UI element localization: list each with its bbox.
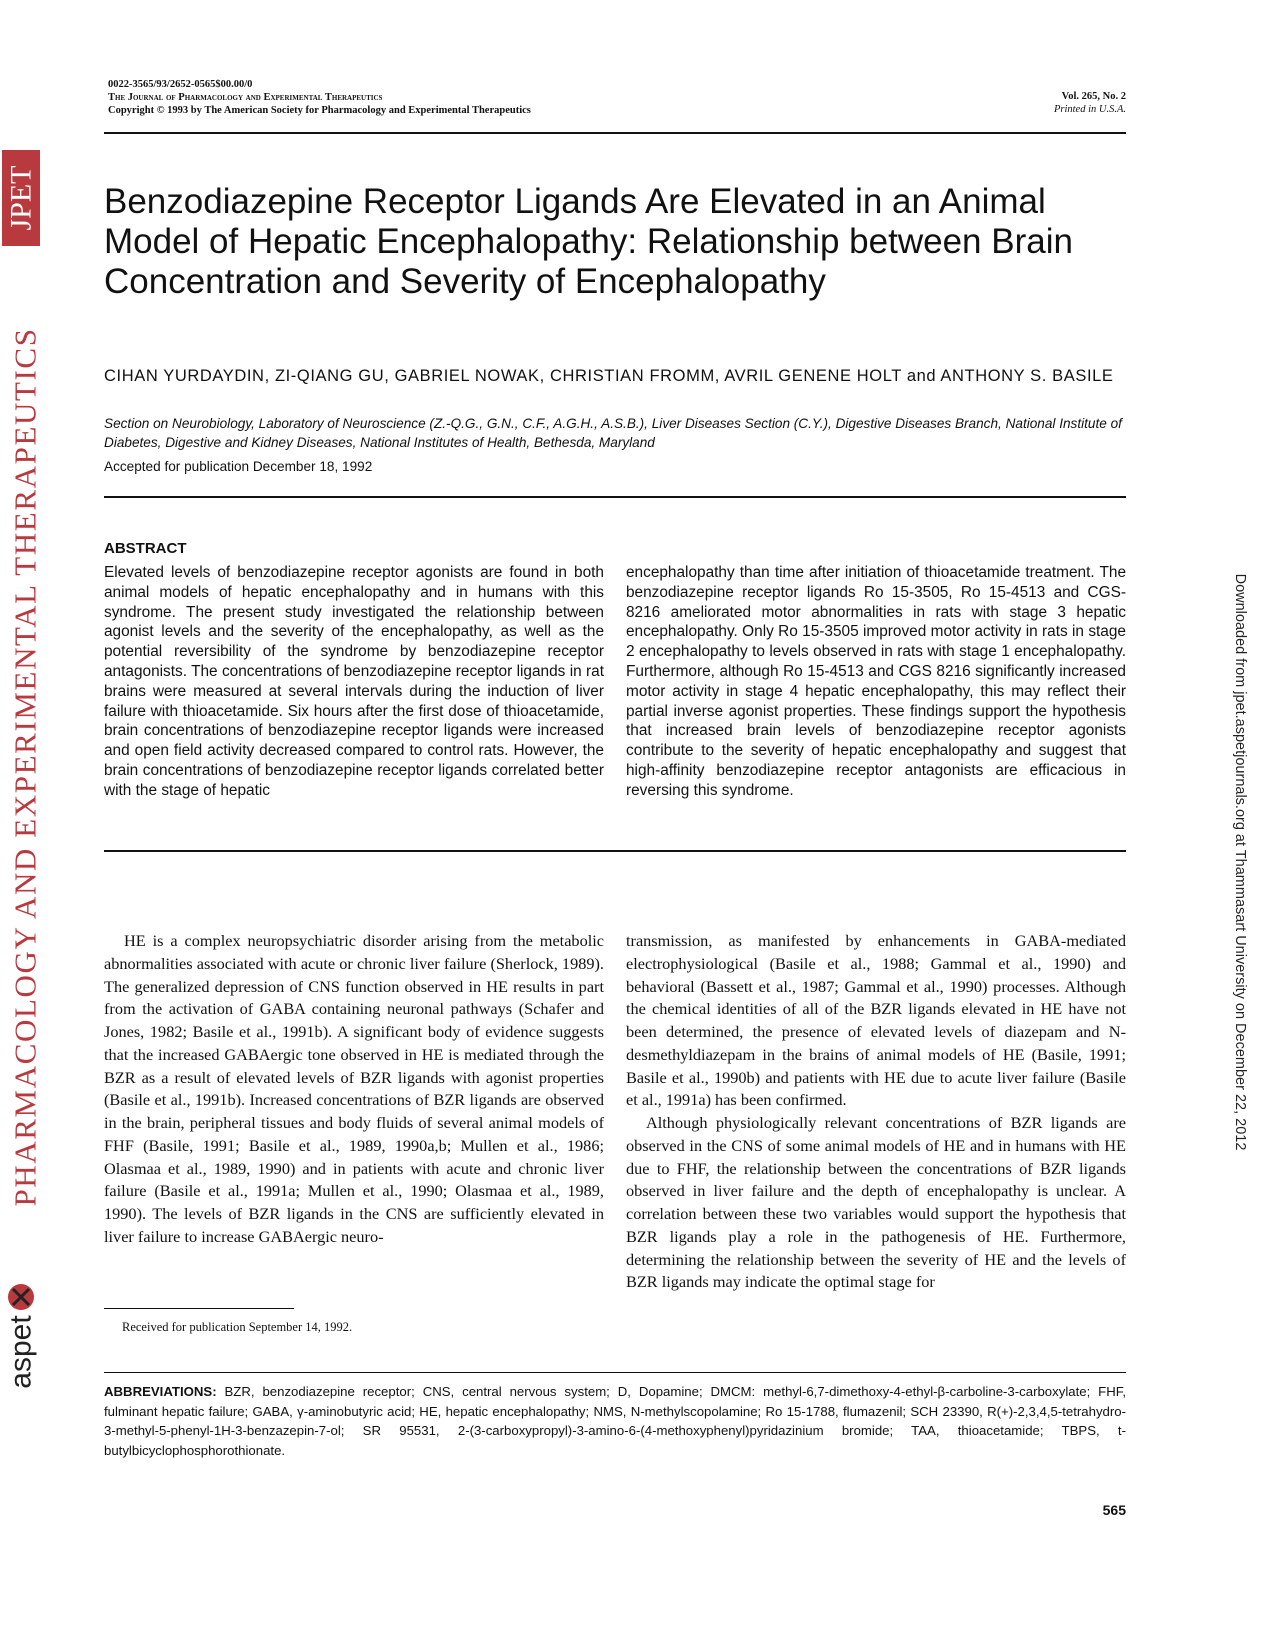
journal-name-vertical	[8, 262, 42, 1272]
body-paragraph: Although physiologically relevant concentrations of BZR ligands are observed in the CNS of some animal models of HE and in humans with HE due to FHF, the relationship between the concentrations of BZR ligands observed in liver failure and the depth of encephalopathy is unclear. A correlation between these two variables would support the hypothesis that BZR ligands play a role in the pathogenesis of HE. Furthermore, determining the relationship between the severity of HE and the levels of BZR ligands may indicate the optimal stage for	[626, 1113, 1126, 1292]
abstract-right-column: encephalopathy than time after initiation of thioacetamide treatment. The benzodiazepine receptor ligands Ro 15-3505, Ro 15-4513 and CGS-8216 ameliorated motor abnormalities in rats with stage 3 hepatic encephalopathy. Only Ro 15-3505 improved motor activity in rats in stage 2 encephalopathy to levels observed in rats with stage 1 encephalopathy. Furthermore, although Ro 15-4513 and CGS 8216 significantly increased motor activity in stage 4 hepatic encephalopathy, this may reflect their partial inverse agonist properties. These findings support the hypothesis that increased brain levels of benzodiazepine receptor agonists contribute to the severity of hepatic encephalopathy and suggest that high-affinity benzodiazepine receptor antagonists are efficacious in reversing this syndrome.	[626, 564, 1126, 799]
page-number: 565	[1102, 1502, 1126, 1518]
volume-info	[930, 90, 1126, 116]
svg-text:JPET: JPET	[4, 165, 38, 231]
copyright-line: Copyright © 1993 by The American Society for Pharmacology and Experimental Therapeutics	[108, 105, 531, 116]
journal-header	[108, 78, 728, 117]
aspet-logo-text: aspet	[4, 1315, 38, 1389]
printed-in: Printed in U.S.A.	[1053, 104, 1126, 115]
author-affiliation: Section on Neurobiology, Laboratory of Neuroscience (Z.-Q.G., G.N., C.F., A.G.H., A.S.B.), Liver Diseases Section (C.Y.), Digestive Diseases Branch, National Institute of Diabetes, Digestive and Kidney Diseases, National Institutes of Health, Bethesda, Maryland	[104, 416, 1122, 450]
body-left-column	[104, 930, 604, 1249]
abstract-bottom-divider	[104, 850, 1126, 852]
abstract-top-divider	[104, 496, 1126, 498]
article-title: Benzodiazepine Receptor Ligands Are Elevated in an Animal Model of Hepatic Encephalopathy: Relationship between Brain Concentration and Severity of Encephalopathy	[104, 182, 1073, 301]
svg-text:PHARMACOLOGY AND EXPERIMENTAL: PHARMACOLOGY AND EXPERIMENTAL THERAPEUTICS	[8, 327, 42, 1207]
download-notice	[1228, 472, 1252, 1252]
abbreviations	[104, 1382, 1126, 1460]
body-paragraph: transmission, as manifested by enhancements in GABA-mediated electrophysiological (Basile et al., 1988; Gammal et al., 1990) and behavioral (Bassett et al., 1987; Gammal et al., 1990) processes. Although the chemical identities of all of the BZR ligands elevated in HE have not been determined, the presence of elevated levels of diazepam and N-desmethyldiazepam in the brains of animal models of HE (Basile, 1991; Basile et al., 1990b) and patients with HE due to acute liver failure (Basile et al., 1991a) has been confirmed.	[626, 931, 1126, 1110]
footnote-divider	[104, 1308, 294, 1309]
article-code: 0022-3565/93/2652-0565$00.00/0	[108, 79, 253, 90]
jpet-badge-text	[2, 150, 40, 246]
journal-title: The Journal of Pharmacology and Experimental Therapeutics	[108, 92, 383, 103]
header-divider	[104, 132, 1126, 134]
abbreviations-text: BZR, benzodiazepine receptor; CNS, central nervous system; D, Dopamine; DMCM: methyl-6,7-dimethoxy-4-ethyl-β-carboline-3-carboxylate; FHF, fulminant hepatic failure; GABA, γ-aminobutyric acid; HE, hepatic encephalopathy; NMS, N-methylscopolamine; Ro 15-1788, flumazenil; SCH 23390, R(+)-2,3,4,5-tetrahydro-3-methyl-5-phenyl-1H-3-benzazepin-7-ol; SR 95531, 2-(3-carboxypropyl)-3-amino-6-(4-methoxyphenyl)pyridazinium bromide; TAA, thioacetamide; TBPS, t-butylbicyclophosphorothionate.	[104, 1384, 1126, 1458]
volume-number: Vol. 265, No. 2	[1061, 91, 1126, 102]
abstract-left-column: Elevated levels of benzodiazepine receptor agonists are found in both animal models of hepatic encephalopathy and in humans with this syndrome. The present study investigated the relationship between agonist levels and the severity of the encephalopathy, as well as the potential reversibility of the syndrome by benzodiazepine receptor antagonists. The concentrations of benzodiazepine receptor ligands in rat brains were measured at several intervals during the induction of liver failure with thioacetamide. Six hours after the first dose of thioacetamide, brain concentrations of benzodiazepine receptor ligands were increased and open field activity decreased compared to control rats. However, the brain concentrations of benzodiazepine receptor ligands correlated better with the stage of hepatic	[104, 564, 604, 799]
abbreviations-label: ABBREVIATIONS:	[104, 1384, 217, 1399]
article-authors: CIHAN YURDAYDIN, ZI-QIANG GU, GABRIEL NOWAK, CHRISTIAN FROMM, AVRIL GENENE HOLT and ANTHONY S. BASILE	[104, 367, 1114, 385]
aspet-logo-mark	[8, 1284, 34, 1310]
abstract-heading: ABSTRACT	[104, 540, 187, 557]
abbreviations-divider	[104, 1372, 1126, 1373]
received-date: Received for publication September 14, 1992.	[122, 1320, 353, 1334]
accepted-date: Accepted for publication December 18, 1992	[104, 459, 373, 474]
svg-text:Downloaded from jpet.aspetjour: Downloaded from jpet.aspetjournals.org at Thammasart University on December 22, 2012	[1232, 573, 1248, 1151]
body-paragraph: HE is a complex neuropsychiatric disorder arising from the metabolic abnormalities associated with acute or chronic liver failure (Sherlock, 1989). The generalized depression of CNS function observed in HE results in part from the activation of GABA containing neuronal pathways (Schafer and Jones, 1982; Basile et al., 1991b). A significant body of evidence suggests that the increased GABAergic tone observed in HE is mediated through the BZR as a result of elevated levels of BZR ligands with agonist properties (Basile et al., 1991b). Increased concentrations of BZR ligands are observed in the brain, peripheral tissues and body fluids of several animal models of FHF (Basile, 1991; Basile et al., 1989, 1990a,b; Mullen et al., 1986; Olasmaa et al., 1989, 1990) and in patients with acute and chronic liver failure (Basile et al., 1991a; Mullen et al., 1990; Olasmaa et al., 1989, 1990). The levels of BZR ligands in the CNS are sufficiently elevated in liver failure to increase GABAergic neuro-	[104, 931, 604, 1246]
body-right-column	[626, 930, 1126, 1294]
aspet-logo	[3, 1280, 39, 1395]
jpet-badge	[2, 150, 40, 246]
